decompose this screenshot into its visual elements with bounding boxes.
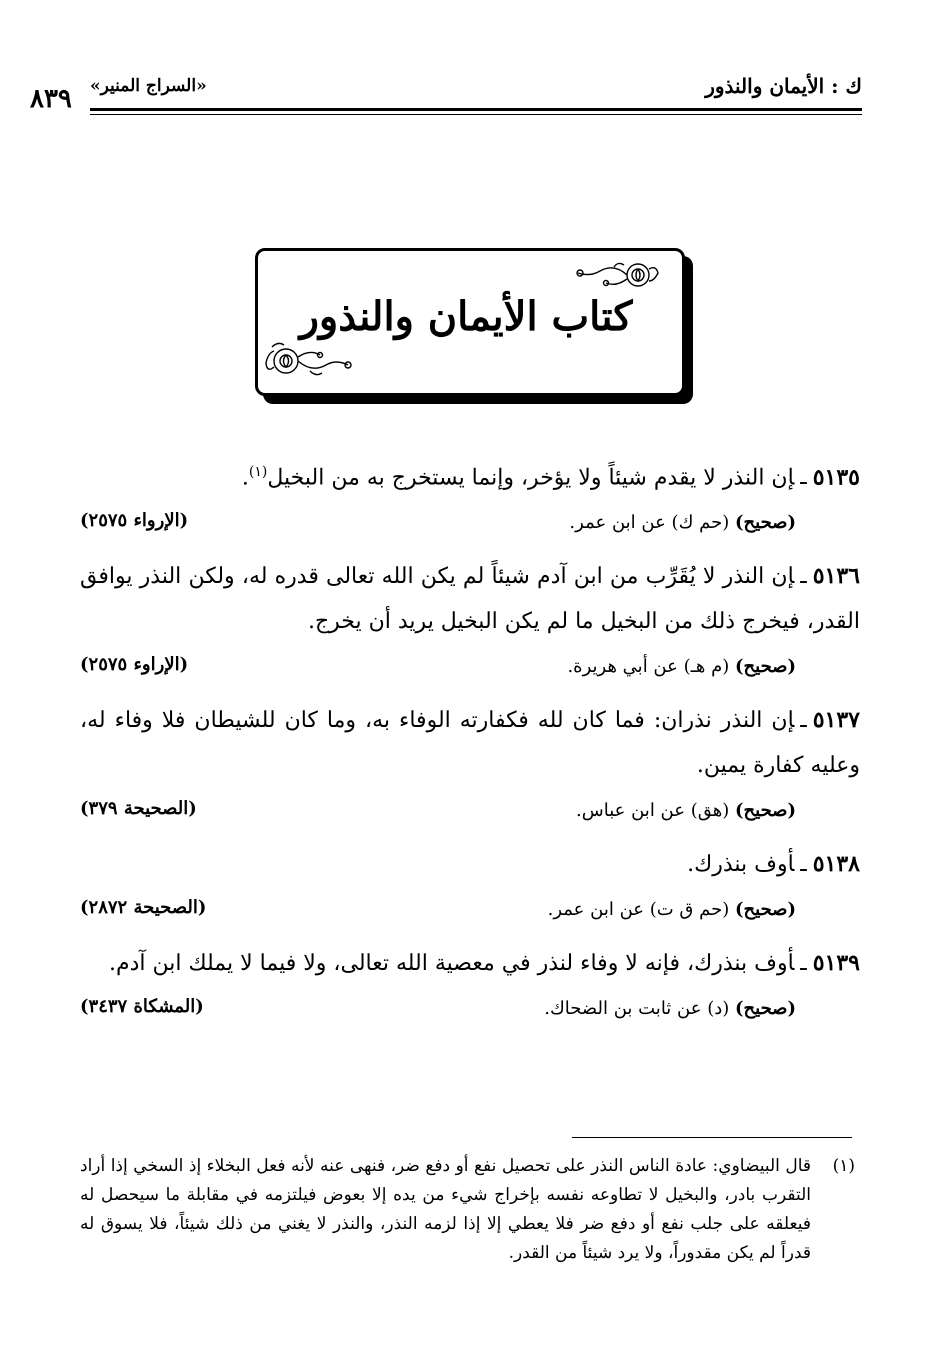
hadith-narrators: (د) عن ثابت بن الضحاك. bbox=[544, 998, 730, 1020]
hadith-text-line: ٥١٣٨ـأوف بنذرك. bbox=[687, 851, 860, 878]
hadith-grade-and-narrators bbox=[567, 656, 796, 677]
hadith-entry bbox=[80, 842, 860, 941]
title-box-frame bbox=[255, 248, 685, 396]
hadith-source-line bbox=[80, 986, 860, 1040]
footnote bbox=[80, 1152, 855, 1268]
hadith-entry bbox=[80, 450, 860, 554]
book-title: «السراج المنير» bbox=[90, 76, 207, 96]
hadith-entry bbox=[80, 698, 860, 842]
hadith-reference: (الإرواء ٢٥٧٥) bbox=[80, 510, 189, 532]
floral-ornament-icon bbox=[570, 259, 660, 293]
hadith-list bbox=[80, 450, 860, 1040]
hadith-reference: (الصحيحة ٢٨٧٢) bbox=[80, 897, 207, 919]
footnote-marker: (١) bbox=[832, 1156, 855, 1176]
header-rule-thick bbox=[90, 108, 862, 111]
page-number: ٨٣٩ bbox=[30, 84, 72, 114]
footnote-divider bbox=[572, 1137, 852, 1138]
hadith-grade-and-narrators bbox=[576, 800, 796, 821]
hadith-entry bbox=[80, 941, 860, 1040]
header-rule-thin bbox=[90, 114, 862, 115]
footnote-text: قال البيضاوي: عادة الناس النذر على تحصيل نفع أو دفع ضر، فنهى عنه لأنه فعل البخلاء إذ السخي إذا أراد التقرب بادر، والبخيل لا تطاوعه نفسه بإخراج شيء من يده إلا بعوض فيلتزمه في مقابلة ما سيحصل له فيعلقه على جلب نفع أو دفع ضر فلا يعطي إلا إذا لزمه النذر، والنذر لا يغني من ذلك شيئاً، فلا يسوق له قدراً لم يكن مقدوراً، ولا يرد شيئاً من القدر. bbox=[80, 1156, 811, 1263]
hadith-grade: (صحيح) bbox=[735, 656, 796, 678]
running-header bbox=[30, 70, 862, 124]
hadith-grade: (صحيح) bbox=[735, 998, 796, 1020]
hadith-narrators: (حم ك) عن ابن عمر. bbox=[569, 512, 730, 534]
hadith-grade-and-narrators bbox=[544, 998, 796, 1019]
hadith-source-line bbox=[80, 644, 860, 698]
section-title-box bbox=[255, 248, 693, 404]
hadith-grade-and-narrators bbox=[569, 512, 796, 533]
hadith-reference: (الصحيحة ٣٧٩) bbox=[80, 798, 197, 820]
hadith-source-line bbox=[80, 887, 860, 941]
hadith-text: إن النذر نذران: فما كان لله فكفارته الوفاء به، وما كان للشيطان فلا وفاء له، وعليه كفارة يمين. bbox=[80, 708, 860, 779]
hadith-number: ٥١٣٧ bbox=[812, 707, 860, 734]
hadith-text-line: ٥١٣٩ـأوف بنذرك، فإنه لا وفاء لنذر في معصية الله تعالى، ولا فيما لا يملك ابن آدم. bbox=[108, 950, 860, 977]
hadith-number: ٥١٣٦ bbox=[812, 563, 860, 590]
hadith-grade-and-narrators bbox=[548, 899, 796, 920]
hadith-text-end: . bbox=[241, 465, 249, 491]
hadith-grade: (صحيح) bbox=[735, 899, 796, 921]
hadith-narrators: (حم ق ت) عن ابن عمر. bbox=[547, 899, 730, 921]
hadith-entry bbox=[80, 554, 860, 698]
hadith-source-line bbox=[80, 500, 860, 554]
hadith-narrators: (م هـ) عن أبي هريرة. bbox=[567, 656, 730, 678]
hadith-text-line: ٥١٣٦ـإن النذر لا يُقَرِّب من ابن آدم شيئاً لم يكن الله تعالى قدره له، ولكن النذر يوافق القدر، فيخرج ذلك من البخيل ما لم يكن البخيل يريد أن يخرج. bbox=[80, 563, 860, 635]
hadith-text: أوف بنذرك، فإنه لا وفاء لنذر في معصية الله تعالى، ولا فيما لا يملك ابن آدم. bbox=[108, 951, 795, 977]
hadith-text: إن النذر لا يقدم شيئاً ولا يؤخر، وإنما يستخرج به من البخيل bbox=[267, 465, 795, 491]
hadith-number: ٥١٣٨ bbox=[812, 851, 860, 878]
hadith-reference: (المشكاة ٣٤٣٧) bbox=[80, 996, 204, 1018]
section-title: كتاب الأيمان والنذور bbox=[299, 293, 633, 340]
hadith-text-line: ٥١٣٥ـإن النذر لا يقدم شيئاً ولا يؤخر، وإنما يستخرج به من البخيل$^{(١)}$. bbox=[241, 464, 860, 491]
hadith-source-line bbox=[80, 788, 860, 842]
hadith-number: ٥١٣٥ bbox=[812, 464, 860, 491]
hadith-number: ٥١٣٩ bbox=[812, 950, 860, 977]
hadith-text: أوف بنذرك. bbox=[687, 852, 795, 878]
footnote-reference[interactable]: (١) bbox=[248, 464, 268, 480]
hadith-narrators: (هق) عن ابن عباس. bbox=[576, 800, 730, 822]
hadith-text: إن النذر لا يُقَرِّب من ابن آدم شيئاً لم يكن الله تعالى قدره له، ولكن النذر يوافق القدر، فيخرج ذلك من البخيل ما لم يكن البخيل يريد أن يخرج. bbox=[80, 564, 860, 635]
hadith-text-line: ٥١٣٧ـإن النذر نذران: فما كان لله فكفارته الوفاء به، وما كان للشيطان فلا وفاء له، وعليه كفارة يمين. bbox=[80, 707, 860, 779]
hadith-grade: (صحيح) bbox=[735, 800, 796, 822]
hadith-grade: (صحيح) bbox=[735, 512, 796, 534]
floral-ornament-icon bbox=[264, 339, 356, 379]
hadith-reference: (الإراوء ٢٥٧٥) bbox=[80, 654, 189, 676]
chapter-title: ك : الأيمان والنذور bbox=[705, 74, 862, 98]
